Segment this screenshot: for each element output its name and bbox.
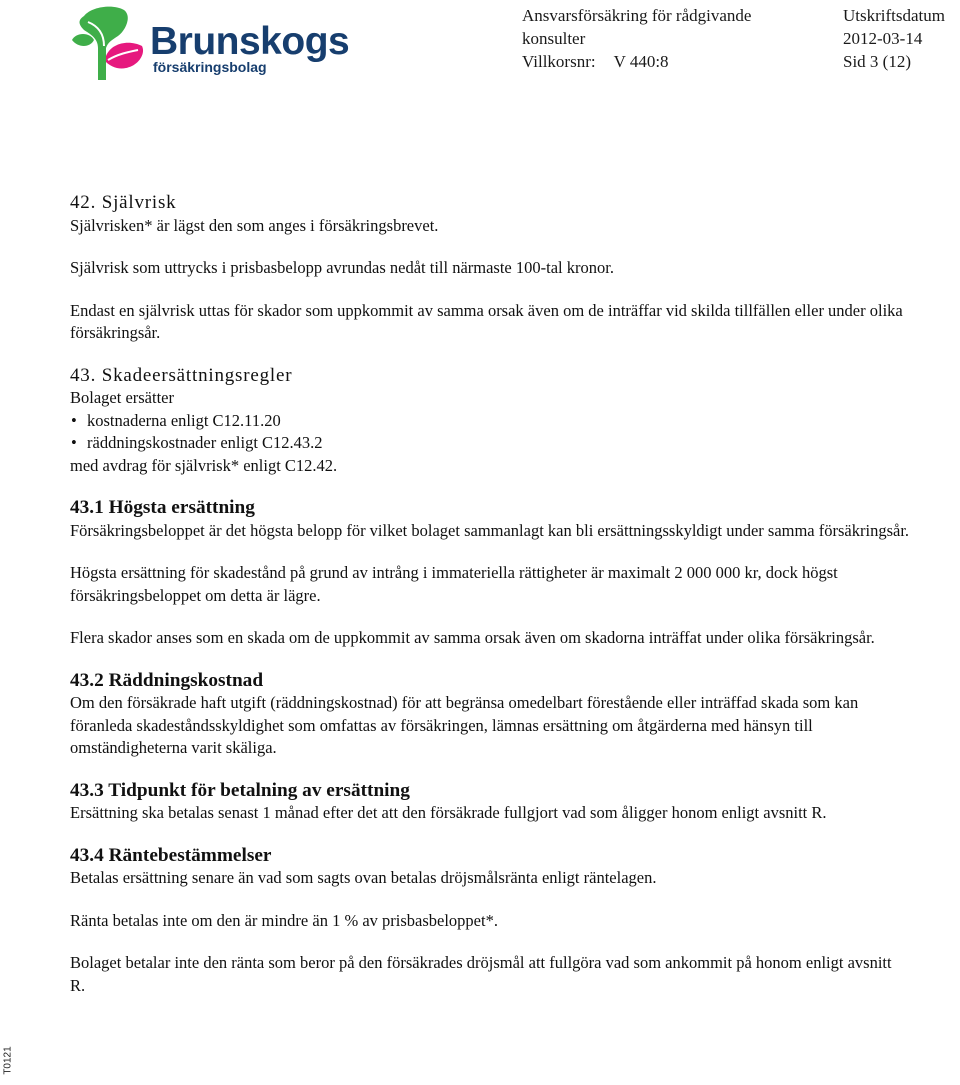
s434-paragraph-3: Bolaget betalar inte den ränta som beror på den försäkrades dröjsmål att fullgöra vad som ankommit på honom enligt avsnitt R. (70, 953, 892, 995)
s434-paragraph-1: Betalas ersättning senare än vad som sagts ovan betalas dröjsmålsränta enligt räntelagen. (70, 868, 657, 887)
s43-after: med avdrag för självrisk* enligt C12.42. (70, 455, 338, 475)
section-43-1-title: 43.1 Högsta ersättning (70, 497, 255, 518)
list-item: • räddningskostnader enligt C12.43.2 (70, 432, 910, 455)
s433-paragraph-1: Ersättning ska betalas senast 1 månad efter det att den försäkrade fullgjort vad som åligger honom enligt avsnitt R. (70, 803, 827, 822)
s431-paragraph-2: Högsta ersättning för skadestånd på grund av intrång i immateriella rättigheter är maximalt 2 000 000 kr, dock högst försäkringsbeloppet om detta är lägre. (70, 563, 838, 605)
terms-label: Villkorsnr: (522, 52, 596, 71)
section-43-4-title: 43.4 Räntebestämmelser (70, 844, 272, 866)
s432-paragraph-1: Om den försäkrade haft utgift (räddningskostnad) för att begränsa omedelbart förestående eller inträffad skada som kan föranleda skadeståndsskyldighet som omfattas av försäkringen, lämnas ersättning om åtgärderna med hänsyn till omständigheterna varit skäliga. (70, 693, 859, 757)
document-body (70, 192, 910, 997)
leaf-logo-icon (68, 4, 148, 88)
s42-paragraph-1: Självrisken* är lägst den som anges i försäkringsbrevet. (70, 215, 439, 235)
s434-paragraph-2: Ränta betalas inte om den är mindre än 1 % av prisbasbeloppet*. (70, 910, 498, 930)
doc-title-line1: Ansvarsförsäkring för rådgivande (522, 6, 752, 25)
doc-title-line2: konsulter (522, 29, 586, 48)
document-header (522, 5, 751, 74)
s431-paragraph-1: Försäkringsbeloppet är det högsta belopp för vilket bolaget sammanlagt kan bli ersättningsskyldigt under samma försäkringsår. (70, 520, 910, 540)
brand-subtitle: försäkringsbolag (153, 59, 267, 75)
s43-intro: Bolaget ersätter (70, 388, 174, 407)
section-43-2-title: 43.2 Räddningskostnad (70, 669, 264, 691)
brand-name: Brunskogs (150, 20, 350, 63)
print-date: 2012-03-14 (843, 29, 923, 48)
print-info (843, 5, 945, 74)
company-logo (68, 4, 350, 88)
page-number: Sid 3 (12) (843, 52, 911, 71)
print-date-label: Utskriftsdatum (843, 6, 945, 25)
side-code: T0121 (2, 1046, 14, 1075)
section-43-3-title: 43.3 Tidpunkt för betalning av ersättning (70, 779, 410, 801)
s42-paragraph-3: Endast en självrisk uttas för skador som uppkommit av samma orsak även om de inträffar vid skilda tillfällen eller under olika försäkringsår. (70, 300, 903, 342)
s42-paragraph-2: Självrisk som uttrycks i prisbasbelopp avrundas nedåt till närmaste 100-tal kronor. (70, 258, 614, 277)
section-43-title: 43. Skadeersättningsregler (70, 364, 293, 386)
terms-value: V 440:8 (613, 52, 669, 71)
list-item: • kostnaderna enligt C12.11.20 (70, 410, 910, 433)
s43-bullet-list (70, 410, 910, 455)
section-42-title: 42. Självrisk (70, 192, 177, 213)
terms-number (522, 51, 751, 74)
s431-paragraph-3: Flera skador anses som en skada om de uppkommit av samma orsak även om skadorna inträffat under olika försäkringsår. (70, 628, 875, 647)
